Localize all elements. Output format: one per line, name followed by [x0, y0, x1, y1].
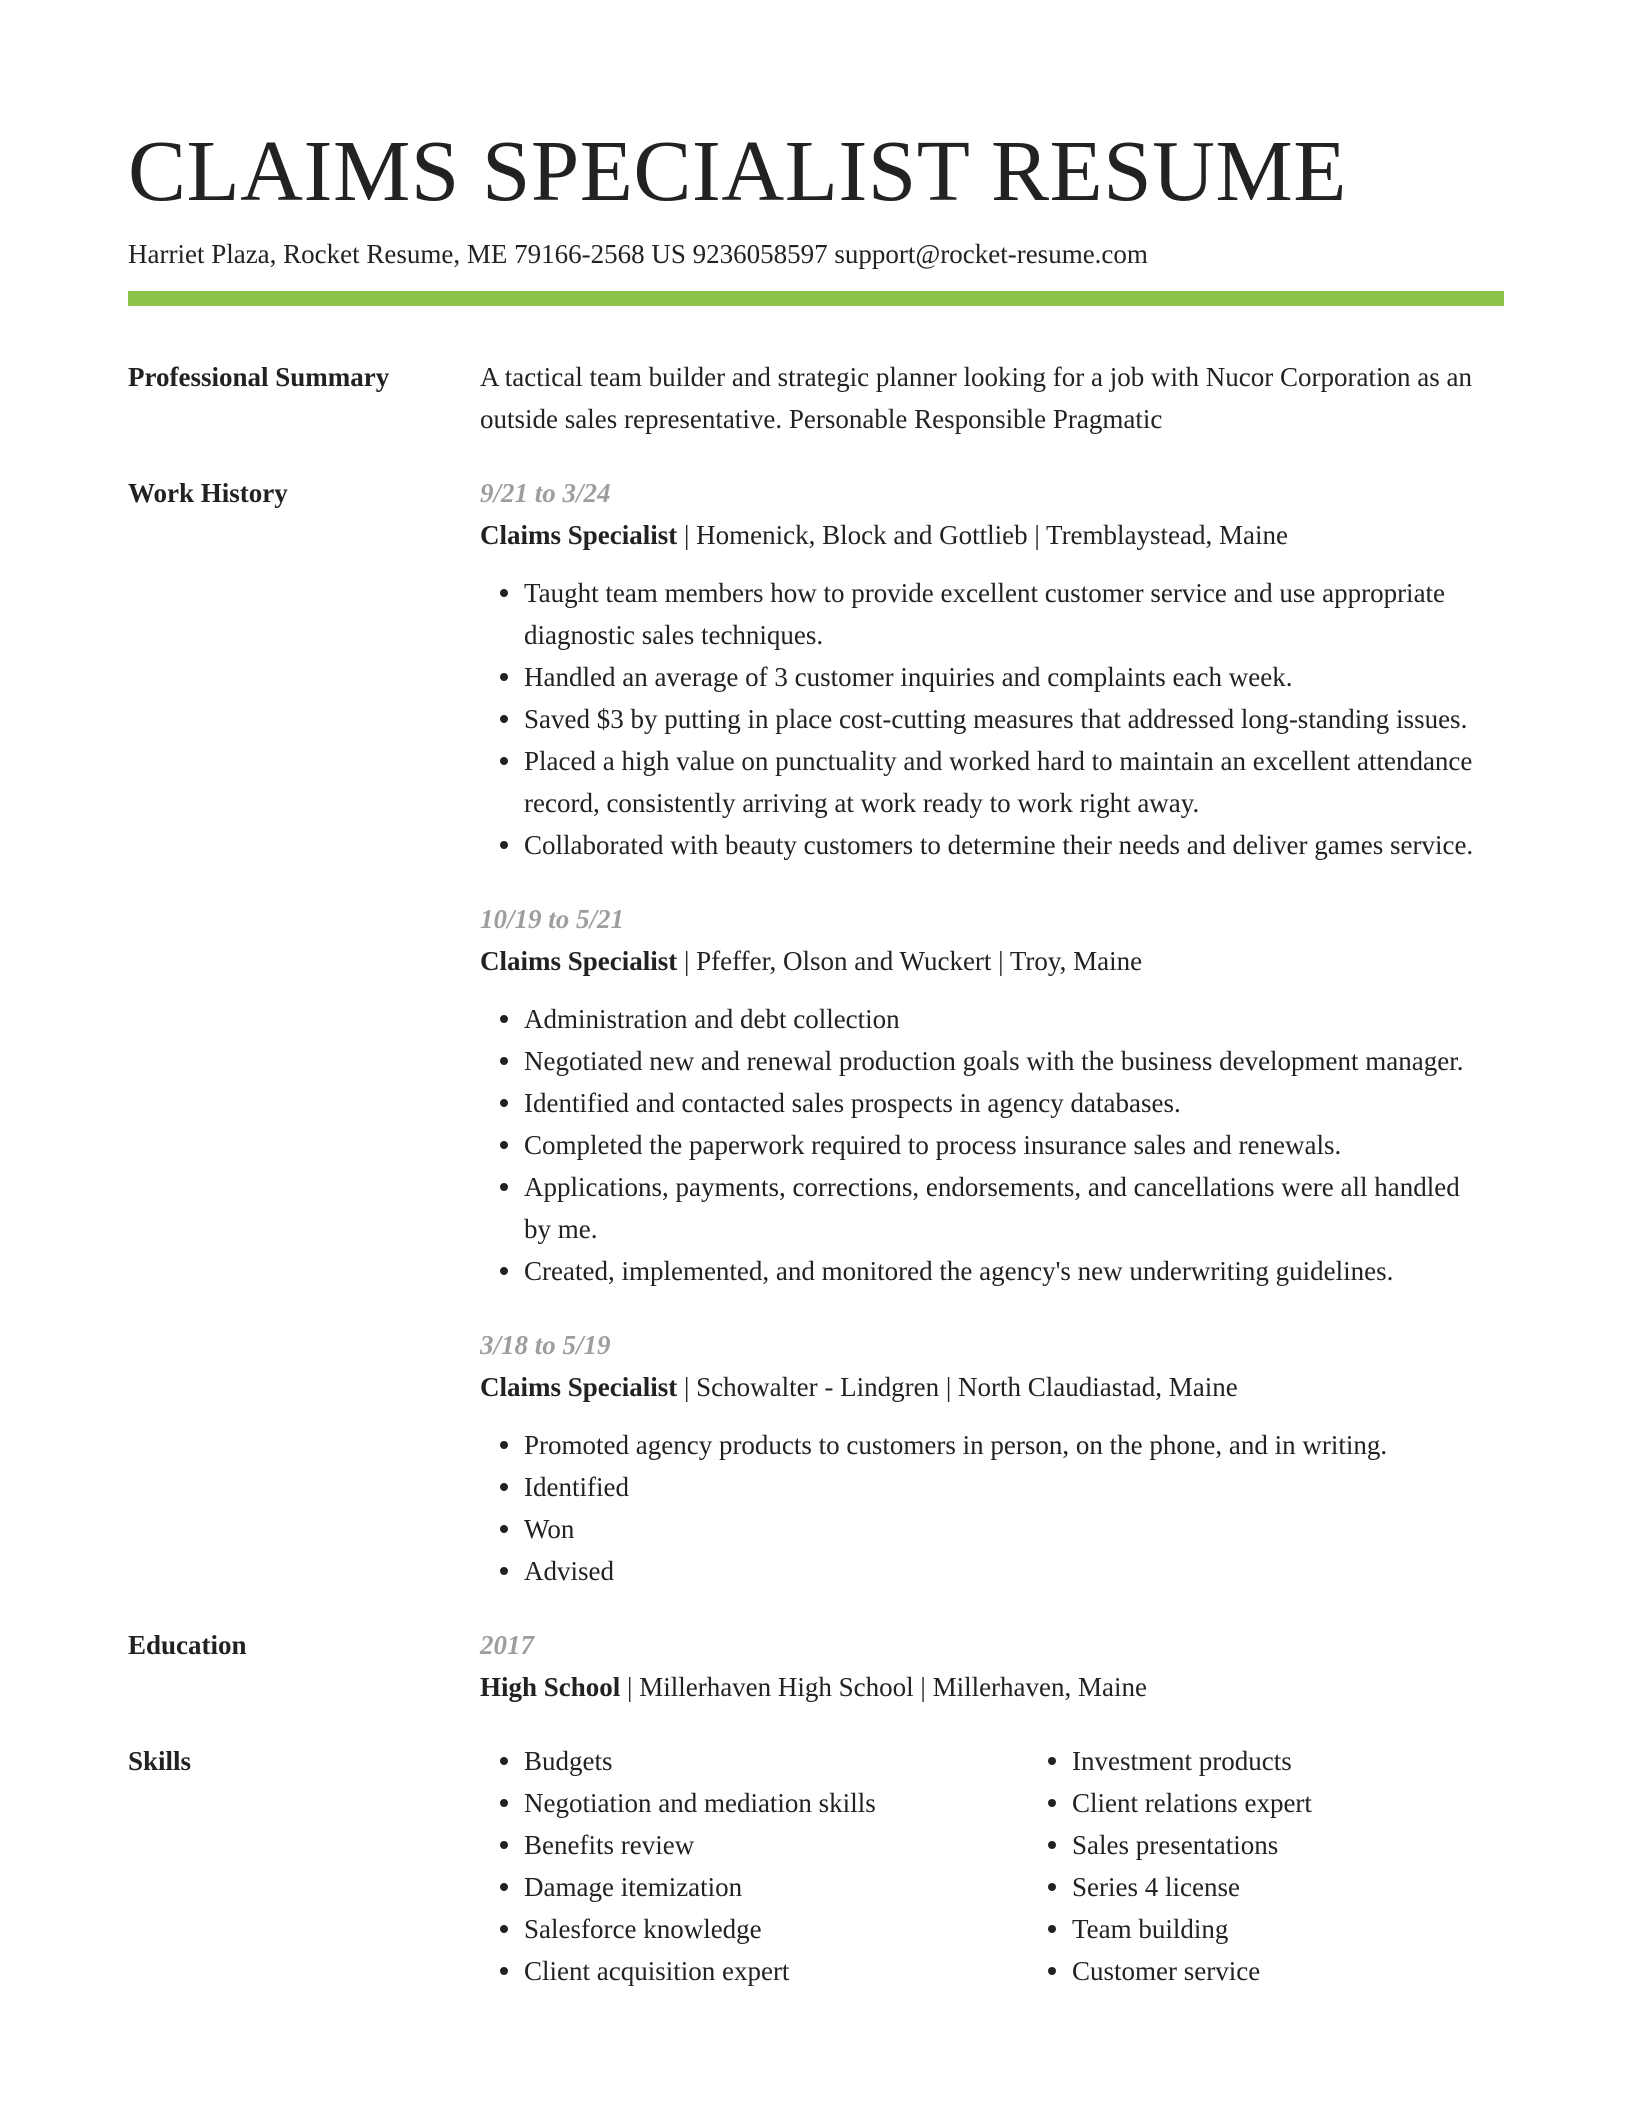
skills-section	[128, 1740, 1504, 1992]
job-entry	[480, 472, 1504, 866]
job-bullets	[480, 998, 1504, 1292]
skill-item: Negotiation and mediation skills	[524, 1782, 984, 1824]
job-details: | Schowalter - Lindgren | North Claudiastad, Maine	[677, 1372, 1238, 1402]
skills-list-left	[480, 1740, 984, 1992]
skills-list-right	[1028, 1740, 1532, 1992]
skill-item: Client acquisition expert	[524, 1950, 984, 1992]
job-role: Claims Specialist	[480, 1372, 678, 1402]
accent-divider	[128, 291, 1504, 306]
job-bullet: Applications, payments, corrections, endorsements, and cancellations were all handled by me.	[524, 1166, 1504, 1250]
job-details: | Homenick, Block and Gottlieb | Tremblaystead, Maine	[677, 520, 1288, 550]
skill-item: Budgets	[524, 1740, 984, 1782]
job-bullet: Completed the paperwork required to process insurance sales and renewals.	[524, 1124, 1504, 1166]
job-entry	[480, 898, 1504, 1292]
summary-text: A tactical team builder and strategic planner looking for a job with Nucor Corporation as an outside sales representative. Personable Responsible Pragmatic	[480, 362, 1472, 434]
work-history-section	[128, 472, 1504, 1592]
education-section	[128, 1624, 1504, 1708]
education-line	[480, 1666, 1504, 1708]
skill-item: Client relations expert	[1072, 1782, 1532, 1824]
summary-body	[480, 356, 1504, 440]
job-bullet: Negotiated new and renewal production goals with the business development manager.	[524, 1040, 1504, 1082]
job-bullets	[480, 1424, 1504, 1592]
skill-item: Damage itemization	[524, 1866, 984, 1908]
job-bullet: Saved $3 by putting in place cost-cutting measures that addressed long-standing issues.	[524, 698, 1504, 740]
job-bullet: Handled an average of 3 customer inquiries and complaints each week.	[524, 656, 1504, 698]
job-bullet: Placed a high value on punctuality and worked hard to maintain an excellent attendance record, consistently arriving at work ready to work right away.	[524, 740, 1504, 824]
job-title-line	[480, 514, 1504, 556]
work-history-body	[480, 472, 1504, 1592]
job-title-line	[480, 940, 1504, 982]
resume-page	[128, 0, 1504, 1992]
education-details: | Millerhaven High School | Millerhaven, Maine	[620, 1672, 1147, 1702]
job-role: Claims Specialist	[480, 520, 678, 550]
job-bullet: Administration and debt collection	[524, 998, 1504, 1040]
education-date: 2017	[480, 1630, 534, 1660]
job-bullets	[480, 572, 1504, 866]
skill-item: Sales presentations	[1072, 1824, 1532, 1866]
job-details: | Pfeffer, Olson and Wuckert | Troy, Maine	[677, 946, 1143, 976]
summary-section	[128, 356, 1504, 440]
job-bullet: Taught team members how to provide excellent customer service and use appropriate diagnostic sales techniques.	[524, 572, 1504, 656]
skill-item: Series 4 license	[1072, 1866, 1532, 1908]
work-history-label: Work History	[128, 478, 288, 508]
education-label: Education	[128, 1630, 247, 1660]
job-role: Claims Specialist	[480, 946, 678, 976]
job-bullet: Advised	[524, 1550, 1504, 1592]
job-title-line	[480, 1366, 1504, 1408]
job-bullet: Promoted agency products to customers in person, on the phone, and in writing.	[524, 1424, 1504, 1466]
education-degree: High School	[480, 1672, 621, 1702]
education-body	[480, 1624, 1504, 1708]
resume-title: CLAIMS SPECIALIST RESUME	[128, 122, 1347, 219]
skill-item: Investment products	[1072, 1740, 1532, 1782]
skill-item: Customer service	[1072, 1950, 1532, 1992]
skills-body	[480, 1740, 1532, 1992]
skills-label: Skills	[128, 1746, 192, 1776]
job-bullet: Identified	[524, 1466, 1504, 1508]
summary-label: Professional Summary	[128, 362, 390, 392]
skill-item: Benefits review	[524, 1824, 984, 1866]
skill-item: Salesforce knowledge	[524, 1908, 984, 1950]
job-date: 3/18 to 5/19	[480, 1330, 611, 1360]
contact-line: Harriet Plaza, Rocket Resume, ME 79166-2568 US 9236058597 support@rocket-resume.com	[128, 239, 1148, 269]
job-bullet: Collaborated with beauty customers to determine their needs and deliver games service.	[524, 824, 1504, 866]
job-entry	[480, 1324, 1504, 1592]
skill-item: Team building	[1072, 1908, 1532, 1950]
skills-grid	[480, 1740, 1532, 1992]
job-bullet: Identified and contacted sales prospects in agency databases.	[524, 1082, 1504, 1124]
job-date: 10/19 to 5/21	[480, 904, 625, 934]
job-bullet: Created, implemented, and monitored the agency's new underwriting guidelines.	[524, 1250, 1504, 1292]
job-date: 9/21 to 3/24	[480, 478, 611, 508]
job-bullet: Won	[524, 1508, 1504, 1550]
